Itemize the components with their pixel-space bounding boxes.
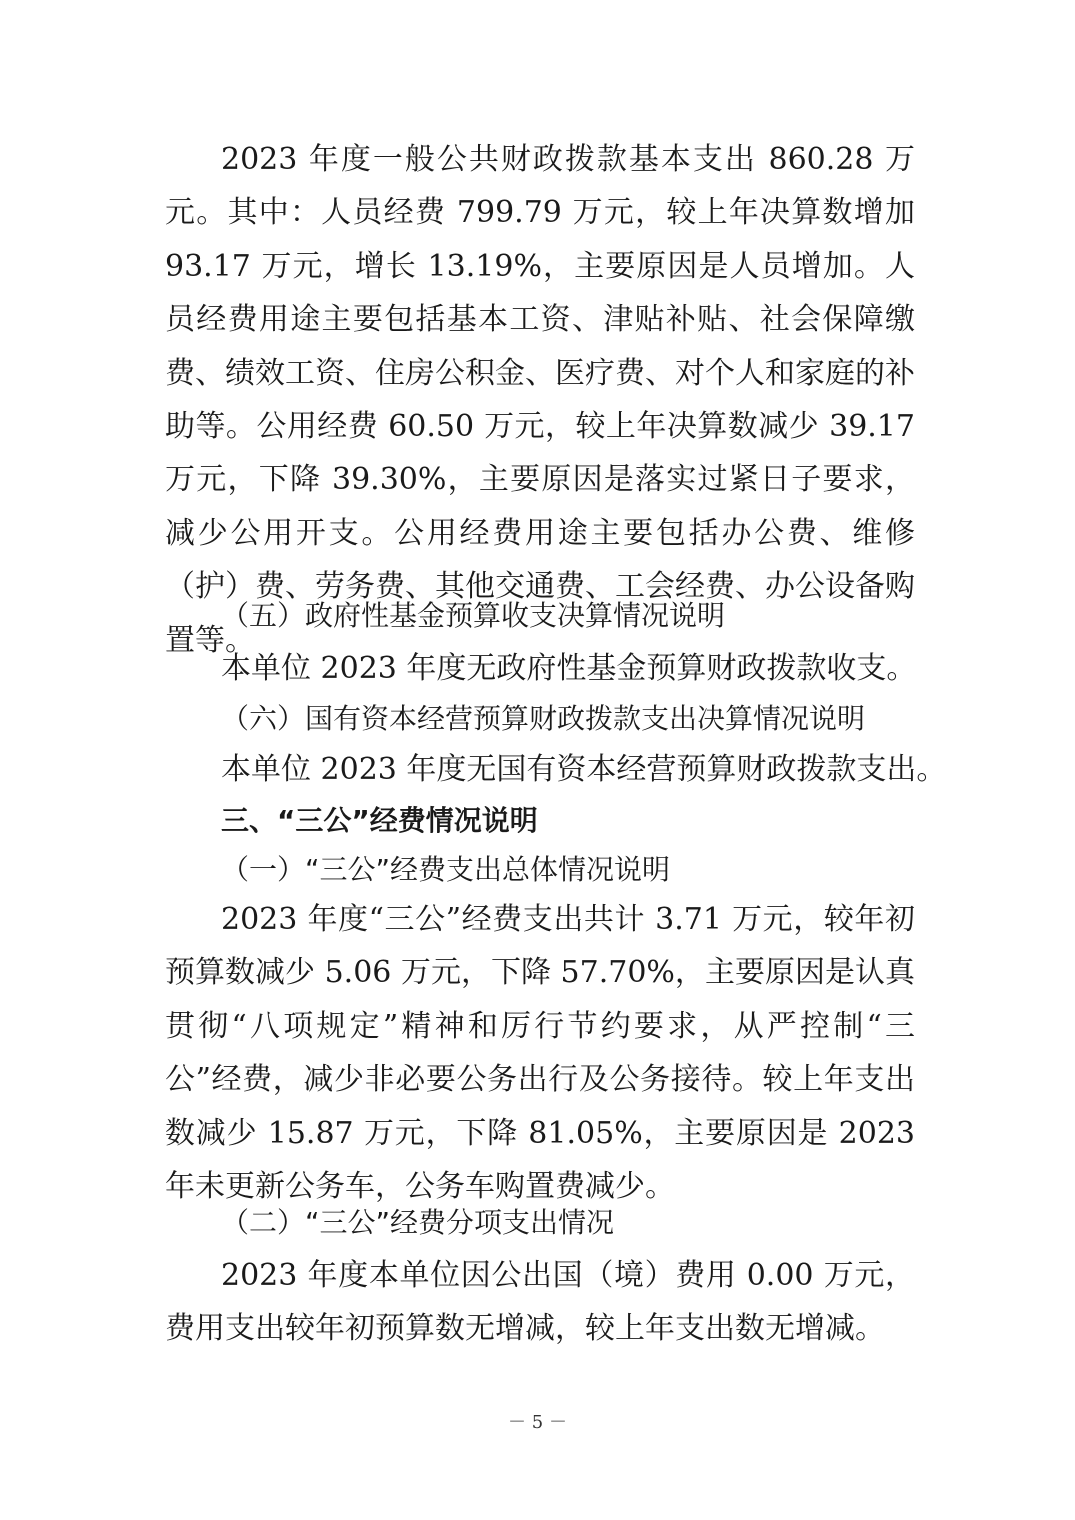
paragraph-government-fund: 本单位 2023 年度无政府性基金预算财政拨款收支。 xyxy=(221,651,917,686)
heading-state-capital: （六）国有资本经营预算财政拨款支出决算情况说明 xyxy=(221,702,866,735)
paragraph-state-capital: 本单位 2023 年度无国有资本经营预算财政拨款支出。 xyxy=(221,752,947,787)
heading-itemized: （二）“三公”经费分项支出情况 xyxy=(221,1206,615,1239)
heading-three-public: 三、“三公”经费情况说明 xyxy=(221,804,538,837)
paragraph-itemized: 2023 年度本单位因公出国（境）费用 0.00 万元，费用支出较年初预算数无增减，较上年支出数无增减。 xyxy=(165,1258,915,1347)
paragraph-overall: 2023 年度“三公”经费支出共计 3.71 万元，较年初预算数减少 5.06 万元，下降 57.70%，主要原因是认真贯彻“八项规定”精神和厉行节约要求，从严控制“三公”经费，减少非必要公务出行及公务接待。较上年支出数减少 15.87 万元，下降 81.05%，主要原因是 2023 年未更新公务车，公务车购置费减少。 xyxy=(165,902,915,1205)
heading-government-fund: （五）政府性基金预算收支决算情况说明 xyxy=(221,599,726,632)
heading-overall: （一）“三公”经费支出总体情况说明 xyxy=(221,853,671,886)
page-number: － 5 － xyxy=(508,1412,567,1433)
paragraph-basic-expenditure: 2023 年度一般公共财政拨款基本支出 860.28 万元。其中：人员经费 799.79 万元，较上年决算数增加 93.17 万元，增长 13.19%，主要原因是人员增加。人员经费用途主要包括基本工资、津贴补贴、社会保障缴费、绩效工资、住房公积金、医疗费、对个人和家庭的补助等。公用经费 60.50 万元，较上年决算数减少 39.17 万元，下降 39.30%，主要原因是落实过紧日子要求，减少公用开支。公用经费用途主要包括办公费、维修（护）费、劳务费、其他交通费、工会经费、办公设备购置等。 xyxy=(165,142,915,658)
